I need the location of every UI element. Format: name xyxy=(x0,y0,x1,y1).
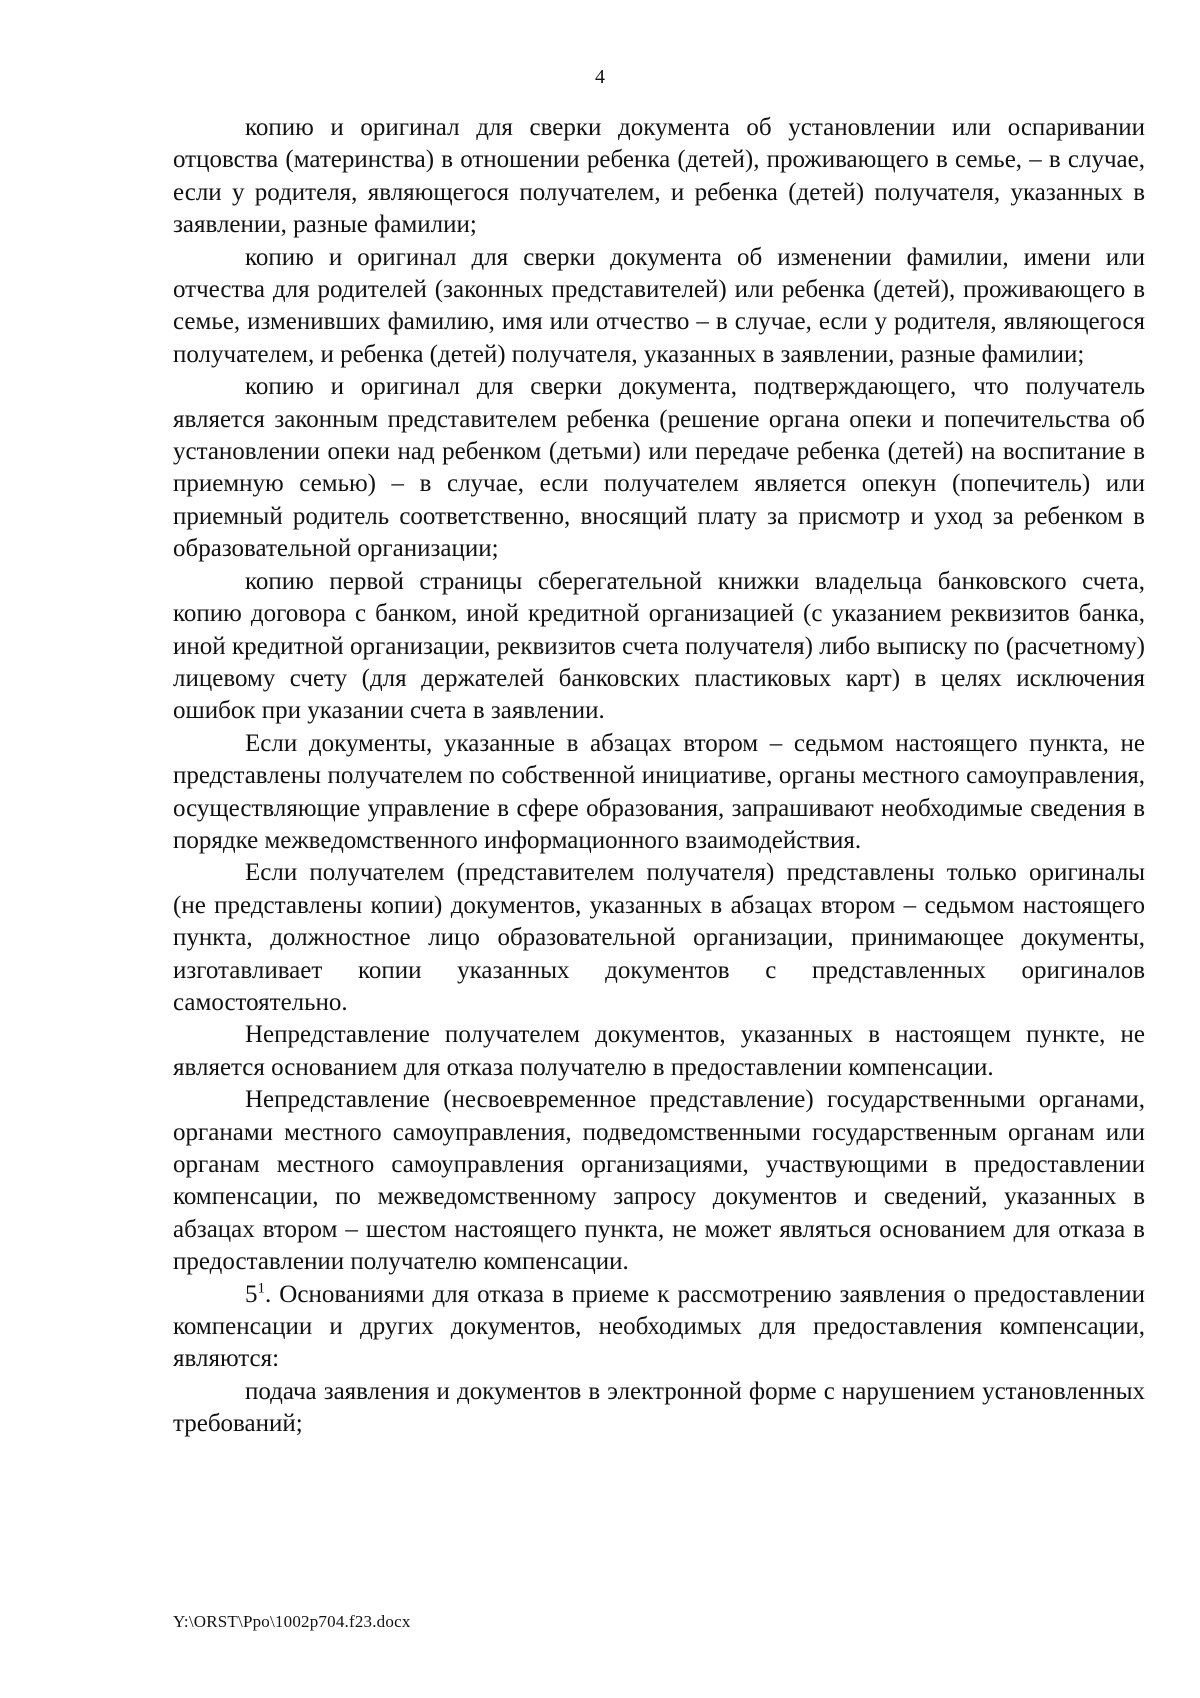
clause-number: 5 xyxy=(245,1280,258,1308)
paragraph-legal-representative-document: копию и оригинал для сверки документа, подтверждающего, что получатель является законным представителем ребенка (решение органа опеки и попечительства об установлении опеки над ребенком (детьми) или передаче ребенка (детей) на воспитание в приемную семью) – в случае, если получателем является опекун (попечитель) или приемный родитель соответственно, вносящий плату за присмотр и уход за ребенком в образовательной организации; xyxy=(173,373,1145,563)
paragraph-non-submission-by-recipient: Непредставление получателем документов, указанных в настоящем пункте, не является основанием для отказа получателю в предоставлении компенсации. xyxy=(173,1021,1145,1081)
paragraph-interagency-request: Если документы, указанные в абзацах втором – седьмом настоящего пункта, не представлены получателем по собственной инициативе, органы местного самоуправления, осуществляющие управление в сфере образования, запрашивают необходимые сведения в порядке межведомственного информационного взаимодействия. xyxy=(173,729,1145,854)
paragraph-name-change-document: копию и оригинал для сверки документа об изменении фамилии, имени или отчества для родителей (законных представителей) или ребенка (детей), проживающего в семье, изменивших фамилию, имя или отчество – в случае, если у родителя, являющегося получателем, и ребенка (детей) получателя, указанных в заявлении, разные фамилии; xyxy=(173,243,1145,368)
paragraph-paternity-document: копию и оригинал для сверки документа об установлении или оспаривании отцовства (материнства) в отношении ребенка (детей), проживающего в семье, – в случае, если у родителя, являющегося получателем, и ребенка (детей) получателя, указанных в заявлении, разные фамилии; xyxy=(173,114,1145,239)
paragraph-clause-5-1 xyxy=(173,1279,1145,1376)
clause-superscript: 1 xyxy=(257,1280,265,1297)
clause-text: . Основаниями для отказа в приеме к рассмотрению заявления о предоставлении компенсации и других документов, необходимых для предоставления компенсации, являются: xyxy=(173,1280,1145,1373)
paragraph-originals-only: Если получателем (представителем получателя) представлены только оригиналы (не представлены копии) документов, указанных в абзацах втором – седьмом настоящего пункта, должностное лицо образовательной организации, принимающее документы, изготавливает копии указанных документов с представленных оригиналов самостоятельно. xyxy=(173,859,1145,1016)
paragraph-bank-details: копию первой страницы сберегательной книжки владельца банковского счета, копию договора с банком, иной кредитной организацией (с указанием реквизитов банка, иной кредитной организации, реквизитов счета получателя) либо выписку по (расчетному) лицевому счету (для держателей банковских пластиковых карт) в целях исключения ошибок при указании счета в заявлении. xyxy=(173,567,1145,725)
document-body xyxy=(173,112,1145,1441)
footer-file-path: Y:\ORST\Ppo\1002p704.f23.docx xyxy=(173,1612,411,1631)
paragraph-electronic-submission: подача заявления и документов в электронной форме с нарушением установленных требований; xyxy=(173,1377,1145,1438)
paragraph-non-submission-by-authorities: Непредставление (несвоевременное представление) государственными органами, органами местного самоуправления, подведомственными государственным органам или органам местного самоуправления организациями, участвующими в предоставлении компенсации, по межведомственному запросу документов и сведений, указанных в абзацах втором – шестом настоящего пункта, не может являться основанием для отказа в предоставлении получателю компенсации. xyxy=(173,1086,1145,1276)
page-number: 4 xyxy=(595,66,605,88)
